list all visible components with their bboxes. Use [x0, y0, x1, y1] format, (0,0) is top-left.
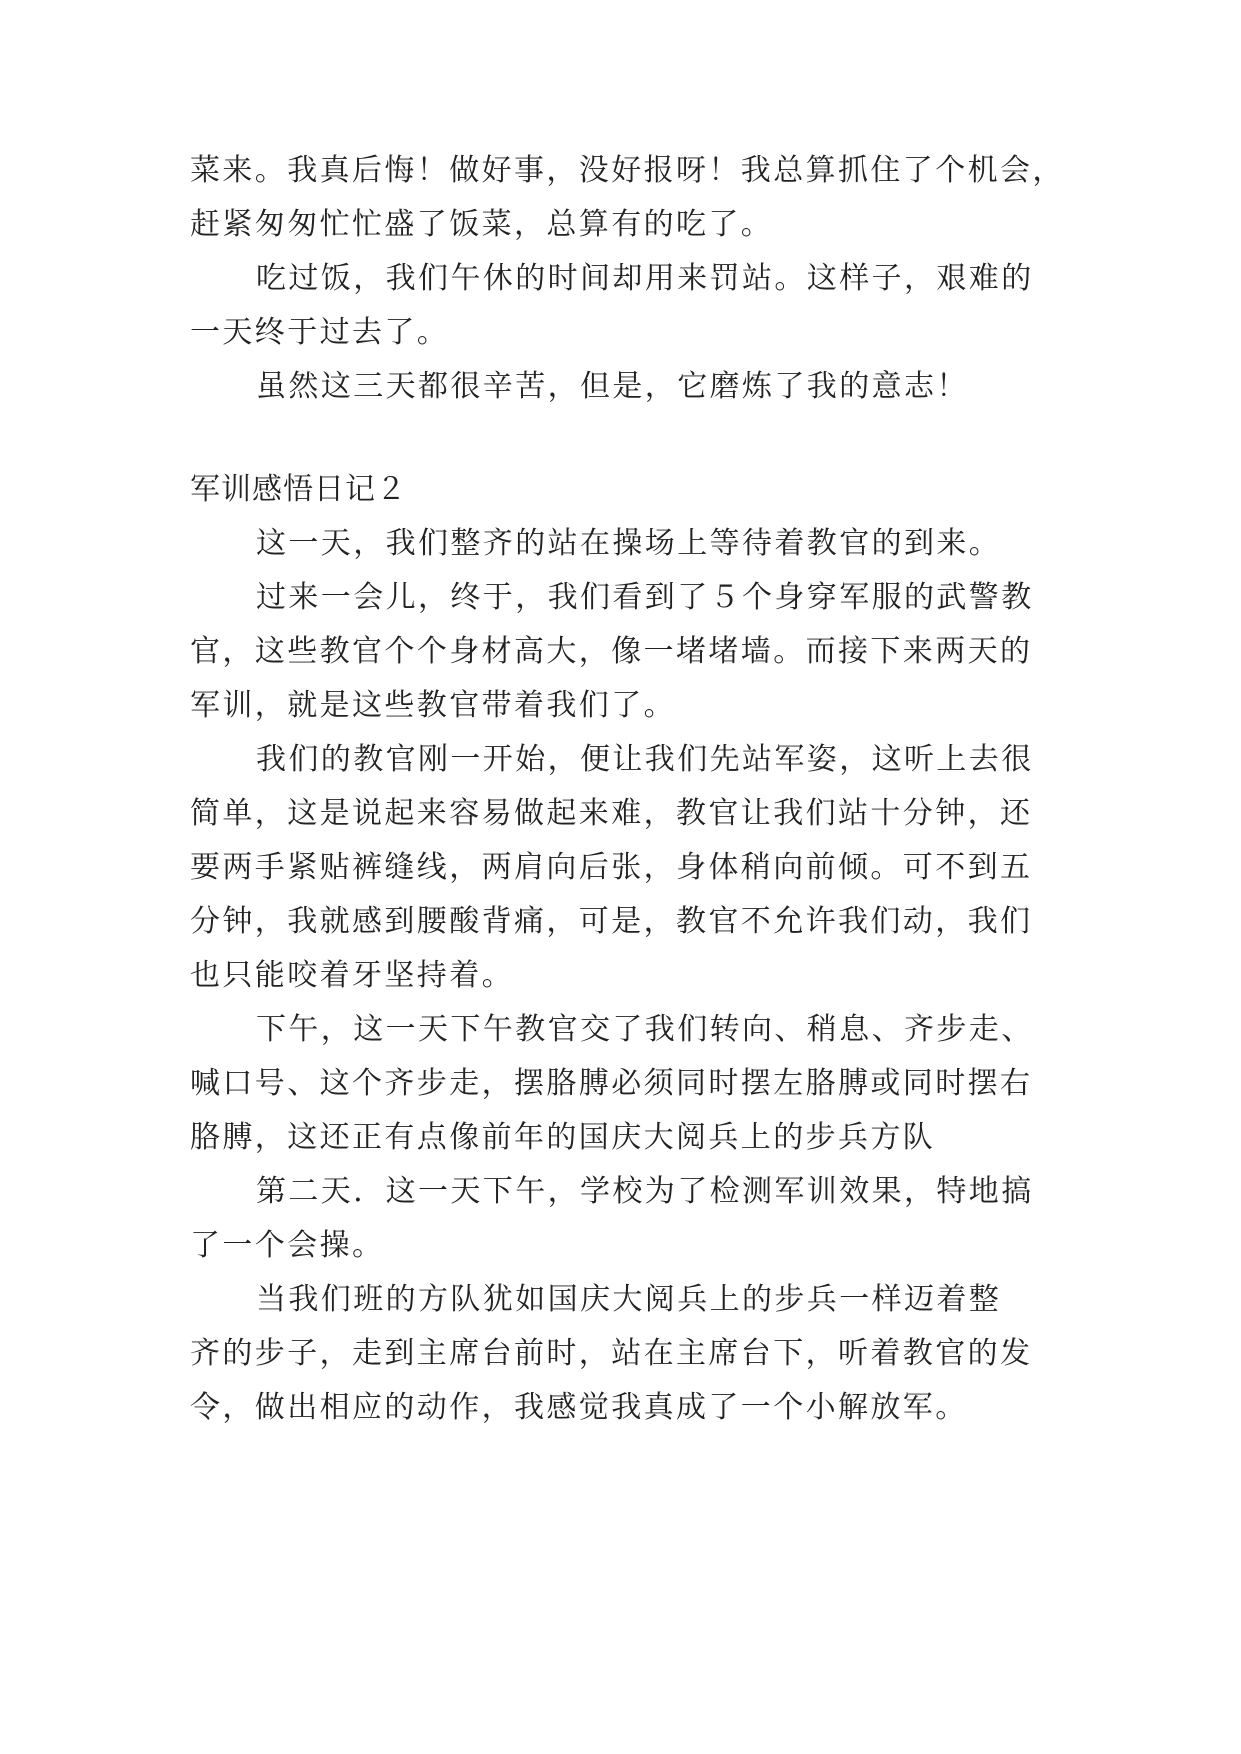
paragraph-line: 齐的步子，走到主席台前时，站在主席台下，听着教官的发 [190, 1336, 1033, 1371]
paragraph-line: 当我们班的方队犹如国庆大阅兵上的步兵一样迈着整 [256, 1282, 1002, 1317]
paragraph-line: 胳膊，这还正有点像前年的国庆大阅兵上的步兵方队 [190, 1120, 936, 1155]
paragraph-line: 菜来。我真后悔！做好事，没好报呀！我总算抓住了个机会， [190, 153, 1065, 188]
paragraph-line: 也只能咬着牙坚持着。 [190, 958, 514, 993]
paragraph-line: 吃过饭，我们午休的时间却用来罚站。这样子，艰难的 [256, 261, 1034, 296]
paragraph-line: 简单，这是说起来容易做起来难，教官让我们站十分钟，还 [190, 796, 1033, 831]
paragraph-line: 分钟，我就感到腰酸背痛，可是，教官不允许我们动，我们 [190, 904, 1033, 939]
paragraph-line: 第二天．这一天下午，学校为了检测军训效果，特地搞 [256, 1174, 1034, 1209]
paragraph-line: 下午，这一天下午教官交了我们转向、稍息、齐步走、 [256, 1012, 1034, 1047]
section-title: 军训感悟日记２ [190, 472, 407, 507]
paragraph-line: 我们的教官刚一开始，便让我们先站军姿，这听上去很 [256, 742, 1034, 777]
paragraph-line: 了一个会操。 [190, 1228, 385, 1263]
paragraph-line: 令，做出相应的动作，我感觉我真成了一个小解放军。 [190, 1390, 968, 1425]
paragraph-line: 这一天，我们整齐的站在操场上等待着教官的到来。 [256, 526, 1002, 561]
paragraph-line: 喊口号、这个齐步走，摆胳膊必须同时摆左胳膊或同时摆右 [190, 1066, 1033, 1101]
paragraph-line: 要两手紧贴裤缝线，两肩向后张，身体稍向前倾。可不到五 [190, 850, 1033, 885]
paragraph-line: 过来一会儿，终于，我们看到了５个身穿军服的武警教 [256, 580, 1034, 615]
paragraph-line: 赶紧匆匆忙忙盛了饭菜，总算有的吃了。 [190, 207, 774, 242]
paragraph-line: 军训，就是这些教官带着我们了。 [190, 688, 676, 723]
paragraph-line: 官，这些教官个个身材高大，像一堵堵墙。而接下来两天的 [190, 634, 1033, 669]
paragraph-line: 一天终于过去了。 [190, 315, 450, 350]
paragraph-line: 虽然这三天都很辛苦，但是，它磨炼了我的意志！ [256, 369, 969, 404]
